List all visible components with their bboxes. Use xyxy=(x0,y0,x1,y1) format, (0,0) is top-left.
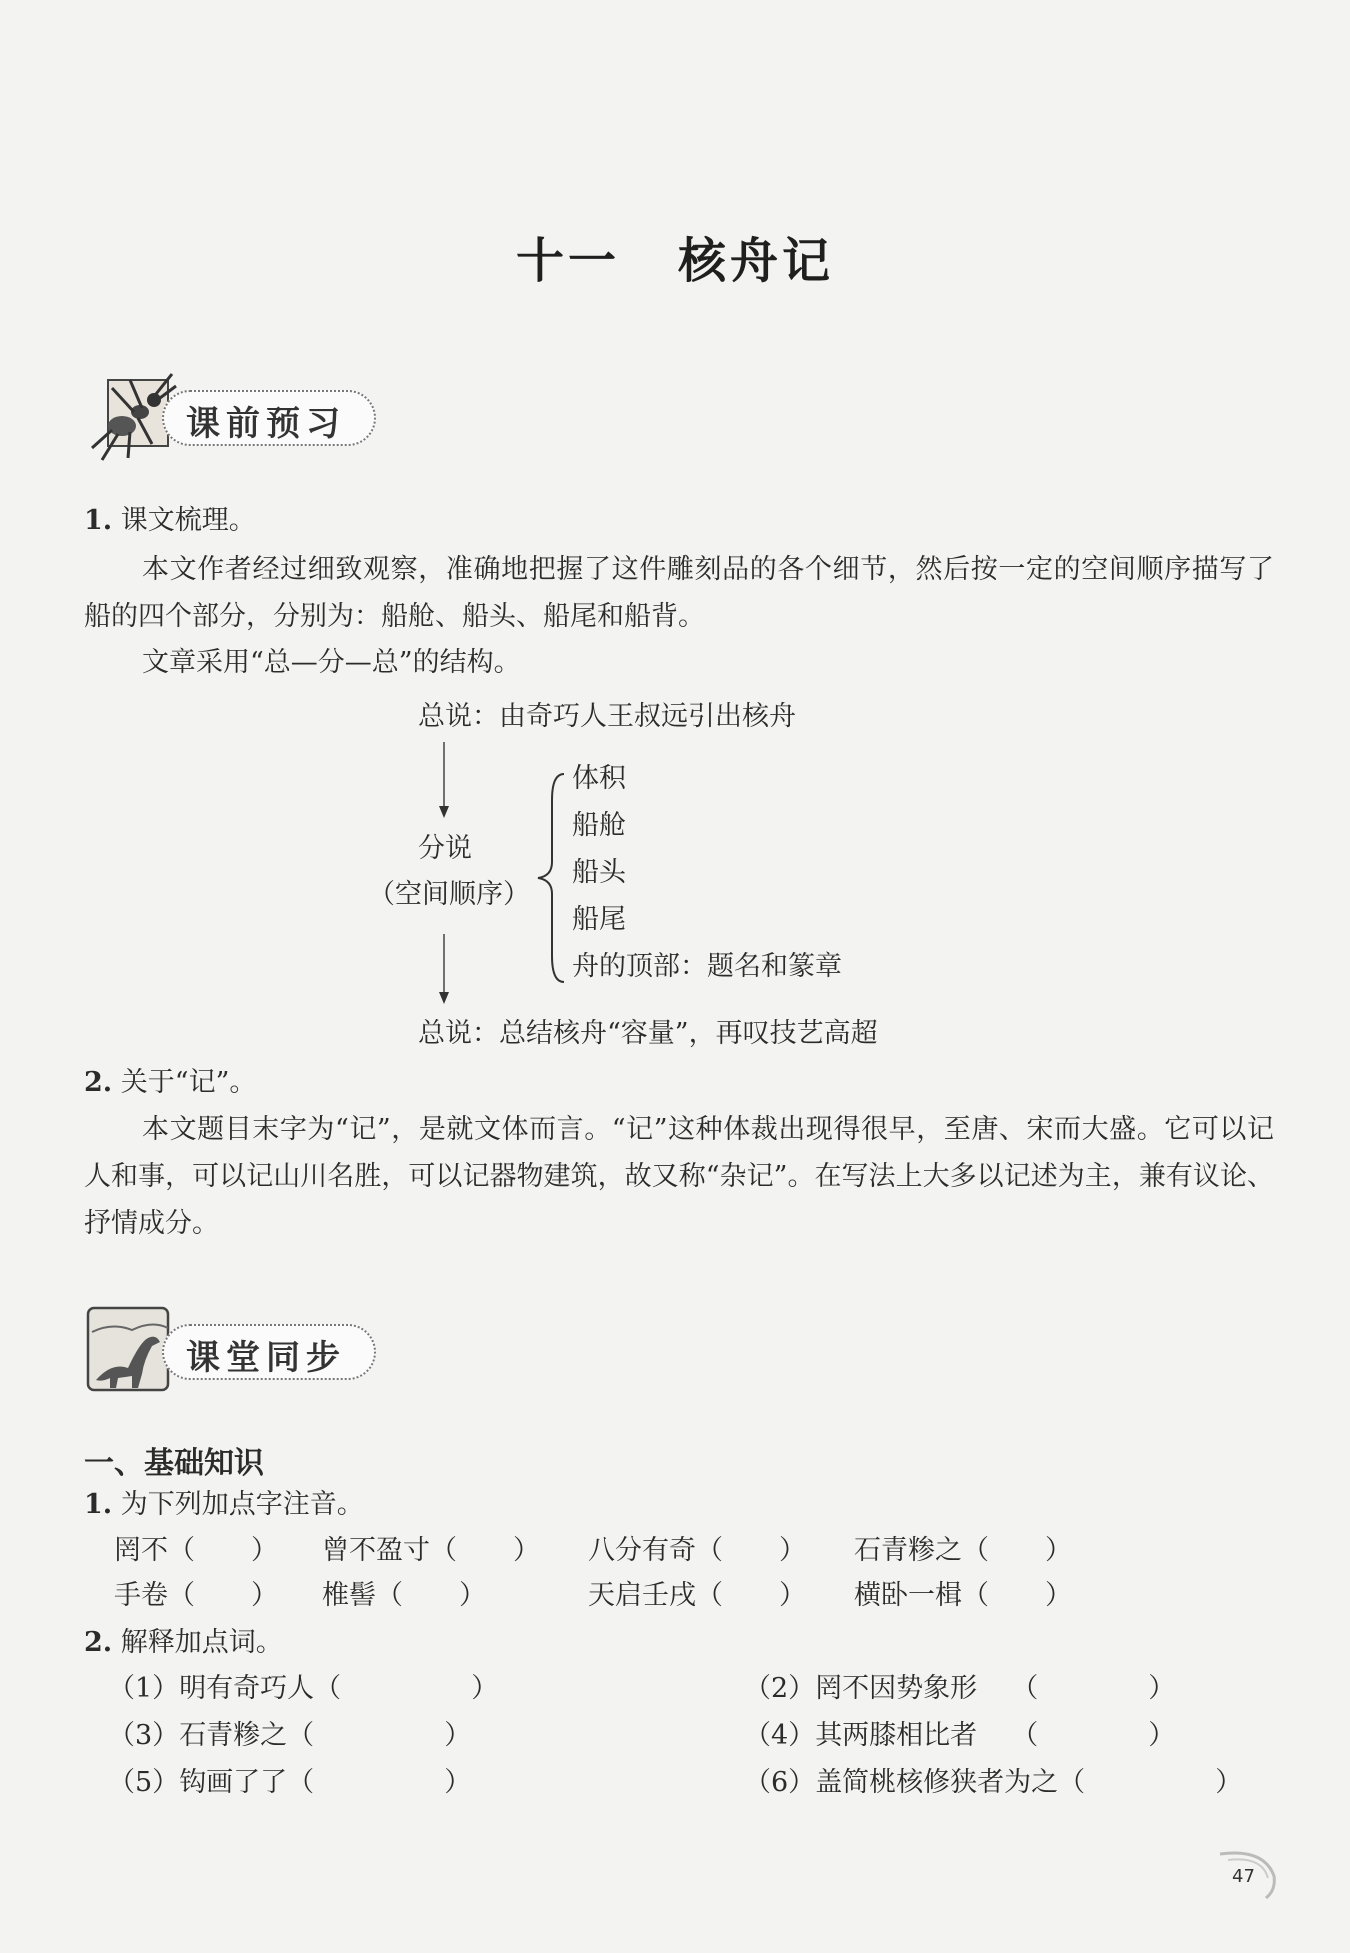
pinyin-item[interactable]: 曾不盈寸（ ） xyxy=(322,1535,540,1566)
pinyin-item[interactable]: 横卧一楫（ ） xyxy=(854,1580,1072,1611)
pinyin-item[interactable]: 手卷（ ） xyxy=(114,1580,278,1611)
question-2 xyxy=(84,1060,256,1106)
lesson-number: 十一 xyxy=(515,233,620,289)
exercise-2 xyxy=(84,1620,283,1666)
question-number: 1. xyxy=(84,1489,113,1520)
page-number: 47 xyxy=(1232,1866,1255,1887)
diagram-top: 总说：由奇巧人王叔远引出核舟 xyxy=(418,701,796,732)
question-1 xyxy=(84,498,256,544)
diagram-middle-label: 分说 xyxy=(418,833,472,864)
define-item[interactable]: （3）石青糁之（ ） xyxy=(108,1720,472,1751)
diagram-branch: 舟的顶部：题名和篆章 xyxy=(572,951,842,982)
pinyin-item[interactable]: 八分有奇（ ） xyxy=(588,1535,806,1566)
diagram-branch: 体积 xyxy=(572,763,626,794)
diagram-branch: 船头 xyxy=(572,857,626,888)
define-item[interactable]: （1）明有奇巧人（ ） xyxy=(108,1673,499,1704)
question-heading: 为下列加点字注音。 xyxy=(120,1489,364,1520)
define-item[interactable]: （5）钩画了了（ ） xyxy=(108,1767,472,1798)
define-item[interactable]: （2）罔不因势象形 （ ） xyxy=(744,1673,1176,1704)
define-item[interactable]: （4）其两膝相比者 （ ） xyxy=(744,1720,1176,1751)
diagram-brace xyxy=(530,770,570,986)
question-heading: 解释加点词。 xyxy=(120,1627,283,1658)
diagram-branch: 船舱 xyxy=(572,810,626,841)
page-title xyxy=(0,222,1350,291)
pinyin-item[interactable]: 石青糁之（ ） xyxy=(854,1535,1072,1566)
question-heading: 课文梳理。 xyxy=(120,505,256,536)
section-banner-preview xyxy=(82,368,382,464)
paragraph: 文章采用“总—分—总”的结构。 xyxy=(142,647,521,678)
lesson-title: 核舟记 xyxy=(678,233,835,289)
question-number: 1. xyxy=(84,505,113,536)
question-heading: 关于“记”。 xyxy=(120,1067,257,1098)
part-heading: 一、基础知识 xyxy=(84,1446,264,1481)
banner-title: 课前预习 xyxy=(186,404,346,444)
question-number: 2. xyxy=(84,1627,113,1658)
question-number: 2. xyxy=(84,1067,113,1098)
define-item[interactable]: （6）盖简桃核修狭者为之（ ） xyxy=(744,1767,1243,1798)
exercise-1 xyxy=(84,1482,364,1528)
pinyin-item[interactable]: 椎髻（ ） xyxy=(322,1580,486,1611)
pinyin-item[interactable]: 罔不（ ） xyxy=(114,1535,278,1566)
banner-title: 课堂同步 xyxy=(186,1338,346,1378)
pinyin-item[interactable]: 天启壬戌（ ） xyxy=(588,1580,806,1611)
paragraph: 本文作者经过细致观察，准确地把握了这件雕刻品的各个细节，然后按一定的空间顺序描写了船的四个部分，分别为：船舱、船头、船尾和船背。 xyxy=(84,554,1274,632)
diagram-middle-sub: （空间顺序） xyxy=(368,879,530,910)
paragraph: 本文题目末字为“记”，是就文体而言。“记”这种体裁出现得很早，至唐、宋而大盛。它可以记人和事，可以记山川名胜，可以记器物建筑，故又称“杂记”。在写法上大多以记述为主，兼有议论、抒情成分。 xyxy=(84,1114,1274,1239)
diagram-branch: 船尾 xyxy=(572,904,626,935)
section-banner-classroom xyxy=(82,1302,382,1398)
diagram-bottom: 总说：总结核舟“容量”，再叹技艺高超 xyxy=(418,1018,878,1049)
